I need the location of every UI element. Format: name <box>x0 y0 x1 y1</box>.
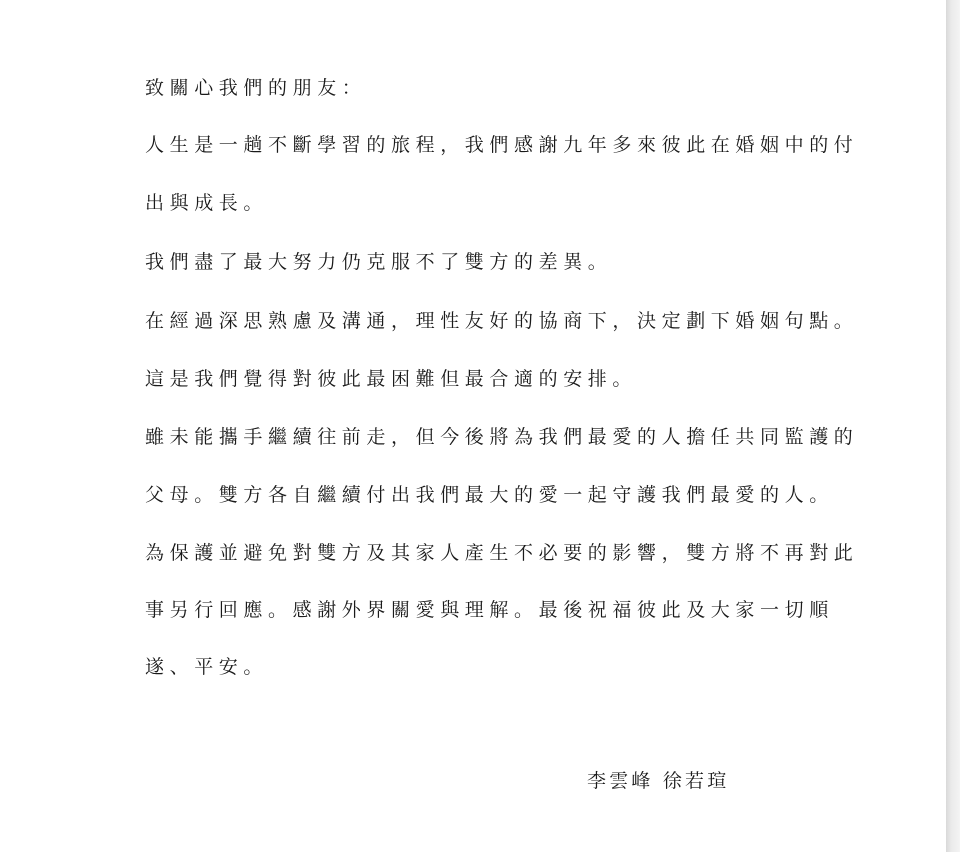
letter-line: 父母。雙方各自繼續付出我們最大的愛一起守護我們最愛的人。 <box>145 484 834 506</box>
letter-line: 在經過深思熟慮及溝通，理性友好的協商下，決定劃下婚姻句點。 <box>145 310 859 332</box>
letter-line: 我們盡了最大努力仍克服不了雙方的差異。 <box>145 251 613 273</box>
letter-line: 雖未能攜手繼續往前走，但今後將為我們最愛的人擔任共同監護的 <box>145 426 859 448</box>
letter-line: 事另行回應。感謝外界關愛與理解。最後祝福彼此及大家一切順 <box>145 599 834 621</box>
letter-line: 為保護並避免對雙方及其家人產生不必要的影響，雙方將不再對此 <box>145 542 859 564</box>
signature: 李雲峰 徐若瑄 <box>587 770 730 792</box>
letter-line: 出與成長。 <box>145 192 269 214</box>
letter-line: 這是我們覺得對彼此最困難但最合適的安排。 <box>145 368 638 390</box>
letter-line: 人生是一趟不斷學習的旅程，我們感謝九年多來彼此在婚姻中的付 <box>145 134 859 156</box>
greeting: 致關心我們的朋友： <box>145 77 367 99</box>
page-edge-shadow <box>946 0 960 852</box>
letter-line: 遂、平安。 <box>145 656 269 678</box>
